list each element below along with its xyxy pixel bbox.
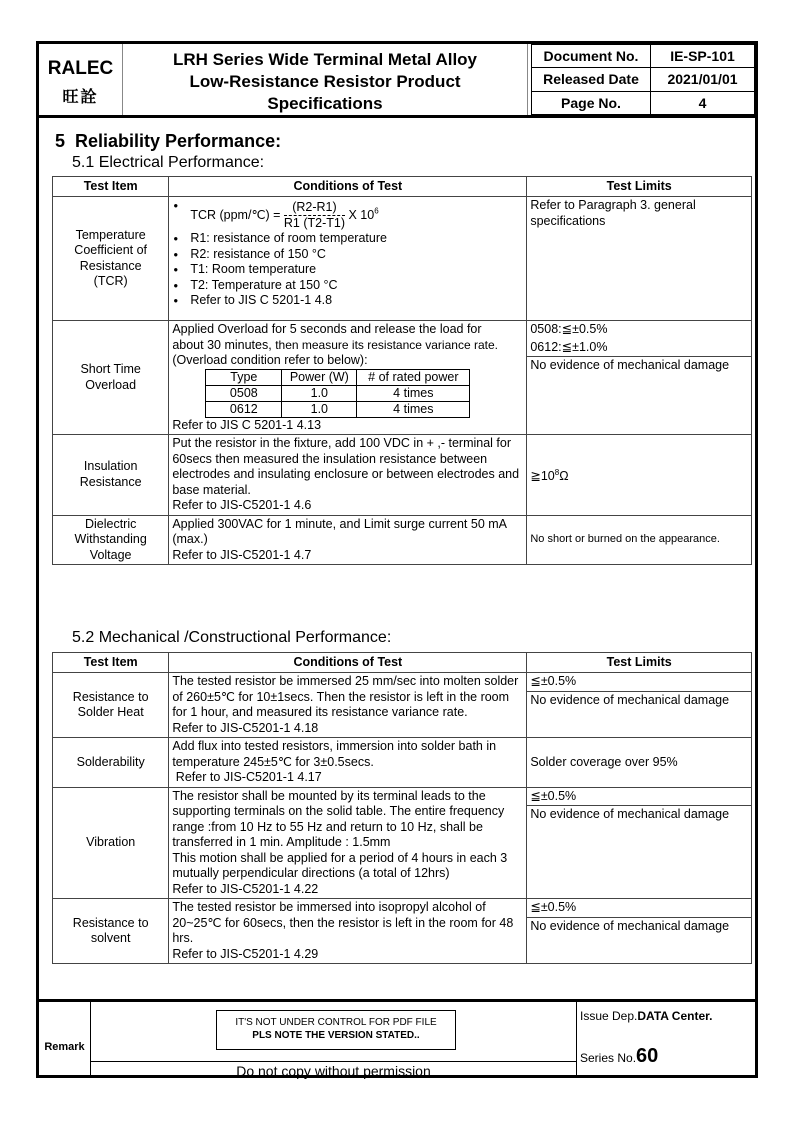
condition-text bbox=[172, 338, 523, 354]
item-line: solvent bbox=[90, 931, 131, 945]
meta-row-document-no bbox=[532, 45, 755, 68]
overload-cell: 0612 bbox=[206, 401, 282, 417]
title-line: Specifications bbox=[267, 94, 383, 113]
test-item-dielectric bbox=[53, 515, 169, 565]
notice-line: IT'S NOT UNDER CONTROL FOR PDF FILE bbox=[235, 1017, 437, 1028]
col-header-test-item: Test Item bbox=[53, 653, 169, 673]
formula-lhs: TCR (ppm/℃) = bbox=[190, 207, 284, 222]
overload-cell: 1.0 bbox=[282, 401, 357, 417]
overload-col-type: Type bbox=[206, 369, 282, 385]
item-line: Resistance bbox=[79, 474, 142, 489]
col-header-limits: Test Limits bbox=[527, 177, 752, 197]
issue-value: DATA Center. bbox=[637, 1009, 713, 1023]
bullet-item: ● T1: Room temperature bbox=[172, 262, 523, 278]
document-meta bbox=[531, 44, 755, 115]
conditions-solderability bbox=[169, 738, 527, 788]
limit-insulation-resistance bbox=[527, 435, 752, 516]
limit-line: ≦±0.5% bbox=[527, 673, 751, 692]
condition-text: (Overload condition refer to below): bbox=[172, 353, 368, 367]
meta-value: 2021/01/01 bbox=[651, 68, 755, 91]
copy-notice: Do not copy without permission bbox=[91, 1061, 576, 1079]
limit-line: No evidence of mechanical damage bbox=[530, 807, 730, 821]
condition-reference: Refer to JIS-C5201-1 4.17 bbox=[172, 770, 322, 784]
formula-denominator: R1 (T2-T1) bbox=[283, 216, 346, 230]
item-line: Short Time bbox=[80, 362, 141, 376]
meta-row-released-date bbox=[532, 68, 755, 91]
company-logo bbox=[39, 44, 123, 115]
conditions-tcr bbox=[169, 197, 527, 321]
bullet-item: ● R1: resistance of room temperature bbox=[172, 231, 523, 247]
table-row-tcr bbox=[53, 197, 752, 321]
condition-reference: Refer to JIS-C5201-1 4.29 bbox=[172, 946, 319, 961]
overload-header-row bbox=[206, 369, 470, 385]
conditions-solvent bbox=[169, 899, 527, 964]
conditions-solder-heat bbox=[169, 673, 527, 738]
table-header-row bbox=[53, 653, 752, 673]
limit-vibration bbox=[527, 787, 752, 899]
condition-text: The resistor shall be mounted by its terminal leads to the supporting terminals on the solid table. The entire frequency range :from 10 Hz to 55 Hz and return to 10 Hz, shall be transferred in 1 min. Amplitude : 1.5mm bbox=[172, 788, 505, 849]
limit-solderability: Solder coverage over 95% bbox=[527, 738, 752, 788]
logo-english: RALEC bbox=[47, 58, 114, 79]
item-line: Withstanding bbox=[74, 532, 147, 546]
test-item-solder-heat bbox=[53, 673, 169, 738]
table-row-resistance-to-solvent bbox=[53, 899, 752, 964]
overload-row bbox=[206, 385, 470, 401]
formula-multiplier: X 10 bbox=[345, 207, 375, 222]
item-line: Dielectric bbox=[84, 516, 137, 531]
bullet-item: ● Refer to JIS C 5201-1 4.8 bbox=[172, 293, 523, 309]
condition-text: This motion shall be applied for a period of 4 hours in each 3 mutually perpendicular directions (a total of 12hrs) bbox=[172, 850, 508, 880]
meta-label: Released Date bbox=[532, 68, 651, 91]
item-line: Coefficient of bbox=[74, 243, 148, 257]
notice-line-bold: PLS NOTE THE VERSION STATED.. bbox=[252, 1030, 420, 1041]
meta-label: Document No. bbox=[532, 45, 651, 68]
condition-text: Applied Overload for 5 seconds and release the load for bbox=[172, 322, 482, 336]
bullet-item: ● R2: resistance of 150 °C bbox=[172, 247, 523, 263]
limit-line: No evidence of mechanical damage bbox=[530, 358, 730, 372]
bullet-item: ● T2: Temperature at 150 °C bbox=[172, 278, 523, 294]
col-header-limits: Test Limits bbox=[527, 653, 752, 673]
table-row-dielectric-withstanding-voltage bbox=[53, 515, 752, 565]
condition-text: Applied 300VAC for 1 minute, and Limit surge current 50 mA (max.) bbox=[172, 516, 507, 546]
meta-row-page-no bbox=[532, 91, 755, 114]
conditions-dielectric bbox=[169, 515, 527, 565]
series-number bbox=[580, 1045, 658, 1068]
item-line: Solder Heat bbox=[77, 705, 144, 719]
series-label: Series No. bbox=[580, 1051, 637, 1065]
limit-line: No evidence of mechanical damage bbox=[530, 692, 730, 707]
limit-exponent: 8 bbox=[554, 467, 560, 477]
table-row-insulation-resistance bbox=[53, 435, 752, 516]
tcr-formula bbox=[172, 198, 523, 231]
limit-line: ≦±0.5% bbox=[527, 788, 751, 807]
document-footer bbox=[39, 999, 755, 1078]
document-header bbox=[39, 44, 755, 118]
table-header-row bbox=[53, 177, 752, 197]
formula-exponent: 6 bbox=[374, 206, 379, 216]
limit-unit: Ω bbox=[559, 469, 569, 484]
limit-tcr: Refer to Paragraph 3. general specifications bbox=[527, 197, 752, 321]
item-line: Resistance to bbox=[72, 689, 149, 704]
electrical-performance-table bbox=[52, 176, 752, 565]
document-title bbox=[123, 44, 528, 115]
footer-middle bbox=[91, 1002, 577, 1078]
series-value: 60 bbox=[636, 1045, 659, 1067]
condition-text-part: about 30 minutes, bbox=[172, 337, 276, 352]
condition-text-part: then measure its resistance variance rate. bbox=[275, 337, 498, 352]
condition-text: Add flux into tested resistors, immersion into solder bath in temperature 245±5℃ for 3±0.5secs. bbox=[172, 739, 497, 769]
test-item-solvent bbox=[53, 899, 169, 964]
limit-line: 0612:≦±1.0% bbox=[527, 339, 751, 358]
section-title: 5 Reliability Performance: bbox=[55, 131, 282, 151]
title-line: Low-Resistance Resistor Product bbox=[189, 72, 461, 91]
conditions-vibration bbox=[169, 787, 527, 899]
limit-line: No evidence of mechanical damage bbox=[530, 918, 730, 933]
footer-right bbox=[577, 1002, 755, 1078]
formula-numerator: (R2-R1) bbox=[292, 200, 337, 214]
item-line: Insulation bbox=[83, 459, 138, 474]
col-header-conditions: Conditions of Test bbox=[169, 653, 527, 673]
mechanical-performance-table bbox=[52, 652, 752, 964]
condition-reference: Refer to JIS C 5201-1 4.13 bbox=[172, 417, 322, 432]
limit-line: ≦±0.5% bbox=[527, 899, 751, 918]
table-row-resistance-to-solder-heat bbox=[53, 673, 752, 738]
remark-label: Remark bbox=[39, 1002, 91, 1078]
limit-solvent bbox=[527, 899, 752, 964]
subsection-mechanical-title: 5.2 Mechanical /Constructional Performance: bbox=[72, 629, 392, 646]
meta-label: Page No. bbox=[532, 91, 651, 114]
condition-reference: Refer to JIS-C5201-1 4.18 bbox=[172, 720, 319, 735]
limit-short-time-overload bbox=[527, 321, 752, 435]
col-header-test-item: Test Item bbox=[53, 177, 169, 197]
title-line: LRH Series Wide Terminal Metal Alloy bbox=[172, 50, 478, 69]
table-row-short-time-overload bbox=[53, 321, 752, 435]
overload-cell: 4 times bbox=[357, 401, 470, 417]
condition-reference: Refer to JIS-C5201-1 4.22 bbox=[172, 881, 319, 896]
meta-value: IE-SP-101 bbox=[651, 45, 755, 68]
condition-text: The tested resistor be immersed 25 mm/sec into molten solder of 260±5℃ for 10±1secs. Then the resistor is left in the room for 1 hour, and measured its resistance variance rate. bbox=[172, 674, 519, 719]
overload-cell: 1.0 bbox=[282, 385, 357, 401]
logo-chinese: 旺詮 bbox=[62, 87, 99, 106]
item-line: Overload bbox=[85, 377, 137, 392]
col-header-conditions: Conditions of Test bbox=[169, 177, 527, 197]
meta-value: 4 bbox=[651, 91, 755, 114]
test-item-vibration: Vibration bbox=[53, 787, 169, 899]
issue-label: Issue Dep. bbox=[580, 1009, 638, 1023]
condition-text: Put the resistor in the fixture, add 100 VDC in + ,- terminal for 60secs then measured the insulation resistance between electrodes and insulating enclosure or between electrodes and base material. bbox=[172, 436, 520, 497]
conditions-short-time-overload bbox=[169, 321, 527, 435]
overload-col-power: Power (W) bbox=[282, 369, 357, 385]
condition-reference: Refer to JIS-C5201-1 4.6 bbox=[172, 498, 312, 512]
pdf-control-notice bbox=[216, 1010, 456, 1050]
overload-cell: 0508 bbox=[206, 385, 282, 401]
limit-dielectric: No short or burned on the appearance. bbox=[527, 515, 752, 565]
subsection-electrical-title: 5.1 Electrical Performance: bbox=[72, 154, 265, 171]
page-frame bbox=[36, 41, 758, 1078]
limit-line: 0508:≦±0.5% bbox=[530, 322, 608, 336]
issue-department bbox=[580, 1009, 713, 1023]
overload-col-rated: # of rated power bbox=[357, 369, 470, 385]
overload-cell: 4 times bbox=[357, 385, 470, 401]
table-row-vibration bbox=[53, 787, 752, 899]
test-item-solderability: Solderability bbox=[53, 738, 169, 788]
item-line: Temperature bbox=[75, 227, 146, 242]
formula-fraction bbox=[284, 200, 345, 231]
test-item-short-time-overload bbox=[53, 321, 169, 435]
test-item-insulation-resistance bbox=[53, 435, 169, 516]
item-line: Voltage bbox=[89, 547, 132, 562]
conditions-insulation-resistance bbox=[169, 435, 527, 516]
limit-text: ≧10 bbox=[530, 469, 555, 484]
limit-solder-heat bbox=[527, 673, 752, 738]
overload-row bbox=[206, 401, 470, 417]
overload-condition-table bbox=[205, 369, 470, 418]
item-line: (TCR) bbox=[93, 274, 128, 288]
condition-text: The tested resistor be immersed into isopropyl alcohol of 20~25℃ for 60secs, then the resistor is left in the room for 48 hrs. bbox=[172, 900, 514, 945]
item-line: Resistance bbox=[79, 258, 142, 273]
test-item-tcr bbox=[53, 197, 169, 321]
condition-reference: Refer to JIS-C5201-1 4.7 bbox=[172, 547, 312, 562]
table-row-solderability bbox=[53, 738, 752, 788]
item-line: Resistance to bbox=[72, 915, 149, 930]
